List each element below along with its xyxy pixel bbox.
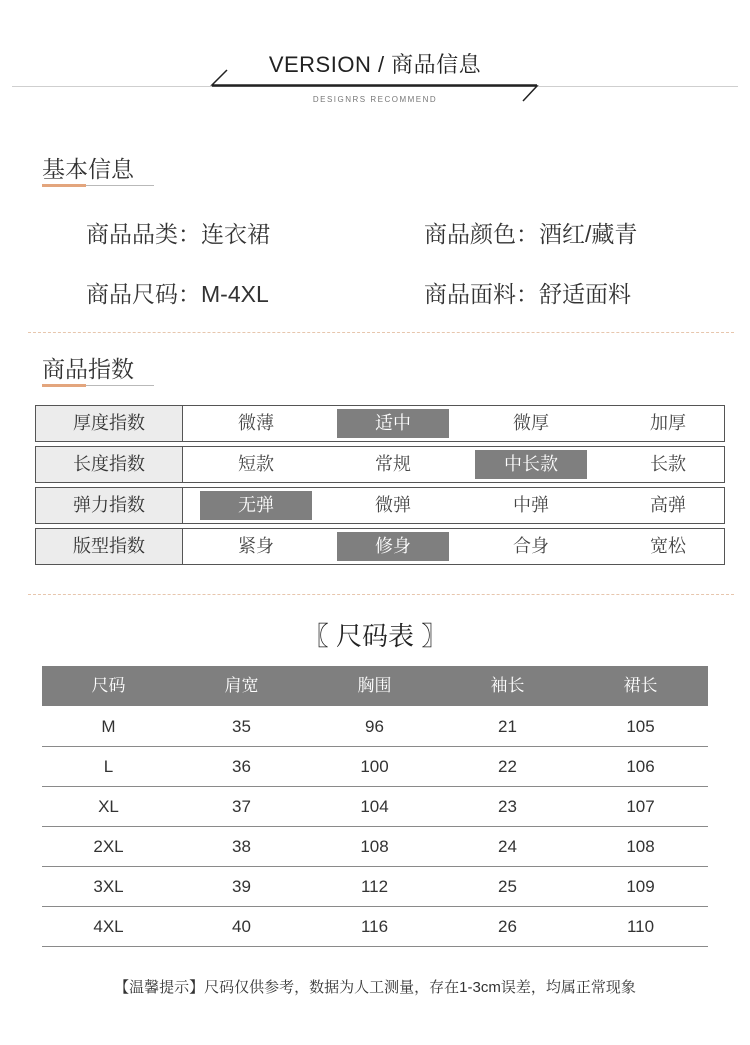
size-chart-column-header: 裙长 (623, 676, 658, 695)
size-chart-cell: 3XL (93, 877, 124, 896)
index-option: 微弹 (375, 495, 411, 515)
size-chart-column-header: 肩宽 (224, 676, 259, 695)
size-chart-cell: 21 (498, 717, 517, 736)
index-row (35, 446, 725, 483)
size-chart-cell: XL (98, 797, 119, 816)
index-option: 宽松 (650, 536, 686, 556)
info-color: 商品颜色：酒红/藏青 (424, 221, 638, 247)
size-chart-cell: 4XL (93, 917, 124, 936)
size-chart-cell: L (103, 757, 114, 776)
index-option-selected: 修身 (337, 532, 449, 561)
basic-info-accent (42, 184, 86, 187)
size-chart-column-header: 胸围 (357, 676, 392, 695)
info-fabric: 商品面料：舒适面料 (424, 281, 631, 307)
size-chart-header (42, 666, 708, 706)
size-chart-cell: 108 (360, 837, 389, 856)
dashed-divider (28, 332, 734, 333)
size-chart-cell: 22 (498, 757, 517, 776)
size-chart-cell: 38 (232, 837, 251, 856)
size-chart-cell: 107 (626, 797, 655, 816)
size-chart-row (42, 707, 708, 747)
size-chart-row (42, 787, 708, 827)
size-chart-cell: 35 (232, 717, 251, 736)
size-chart-row (42, 867, 708, 907)
index-option-selected: 适中 (337, 409, 449, 438)
size-chart-column-header: 尺码 (91, 676, 126, 695)
size-chart-cell: 106 (626, 757, 655, 776)
dashed-divider (28, 594, 734, 595)
index-row-label: 厚度指数 (36, 406, 183, 441)
header-title: VERSION / 商品信息 (268, 52, 482, 77)
size-chart-cell: 24 (498, 837, 517, 856)
index-row (35, 405, 725, 442)
size-chart-column-header: 袖长 (490, 676, 525, 695)
index-row-label: 长度指数 (36, 447, 183, 482)
size-chart-cell: 39 (232, 877, 251, 896)
index-option: 加厚 (650, 413, 686, 433)
size-chart-cell: 116 (360, 917, 389, 936)
size-chart-cell: 105 (626, 717, 655, 736)
size-chart-row (42, 827, 708, 867)
size-chart-cell: 96 (365, 717, 384, 736)
index-option: 常规 (375, 454, 411, 474)
size-chart-row (42, 747, 708, 787)
size-chart-cell: 26 (498, 917, 517, 936)
index-option: 合身 (513, 536, 549, 556)
size-chart-cell: M (101, 717, 116, 736)
index-underline (42, 385, 154, 386)
size-chart-cell: 2XL (93, 837, 124, 856)
index-accent (42, 384, 86, 387)
index-option: 短款 (238, 454, 274, 474)
header-subtitle: DESIGNRS RECOMMEND (312, 95, 438, 104)
size-chart-title: 〖 尺码表 〗 (302, 621, 448, 651)
size-chart-cell: 110 (626, 917, 655, 936)
size-chart-cell: 40 (232, 917, 251, 936)
index-option-selected: 中长款 (475, 450, 587, 479)
size-chart-cell: 37 (232, 797, 251, 816)
index-option: 高弹 (650, 495, 686, 515)
tip-text: 【温馨提示】尺码仅供参考，数据为人工测量，存在1-3cm误差，均属正常现象 (114, 979, 636, 996)
size-chart-cell: 23 (498, 797, 517, 816)
index-option: 紧身 (238, 536, 274, 556)
size-chart-row (42, 907, 708, 947)
index-row (35, 487, 725, 524)
index-row-label: 版型指数 (36, 529, 183, 564)
size-chart-cell: 25 (498, 877, 517, 896)
size-chart-cell: 36 (232, 757, 251, 776)
info-size: 商品尺码：M-4XL (86, 281, 269, 307)
index-row (35, 528, 725, 565)
index-option-selected: 无弹 (200, 491, 312, 520)
size-chart-cell: 104 (360, 797, 389, 816)
size-chart-cell: 112 (360, 877, 389, 896)
index-row-label: 弹力指数 (36, 488, 183, 523)
index-option: 微薄 (238, 413, 274, 433)
info-category: 商品品类：连衣裙 (86, 221, 270, 247)
index-heading: 商品指数 (42, 356, 134, 382)
basic-info-heading: 基本信息 (42, 156, 134, 182)
basic-info-underline (42, 185, 154, 186)
size-chart-cell: 109 (626, 877, 655, 896)
index-option: 微厚 (513, 413, 549, 433)
index-option: 长款 (650, 454, 686, 474)
index-option: 中弹 (513, 495, 549, 515)
size-chart-cell: 108 (626, 837, 655, 856)
size-chart-cell: 100 (360, 757, 389, 776)
